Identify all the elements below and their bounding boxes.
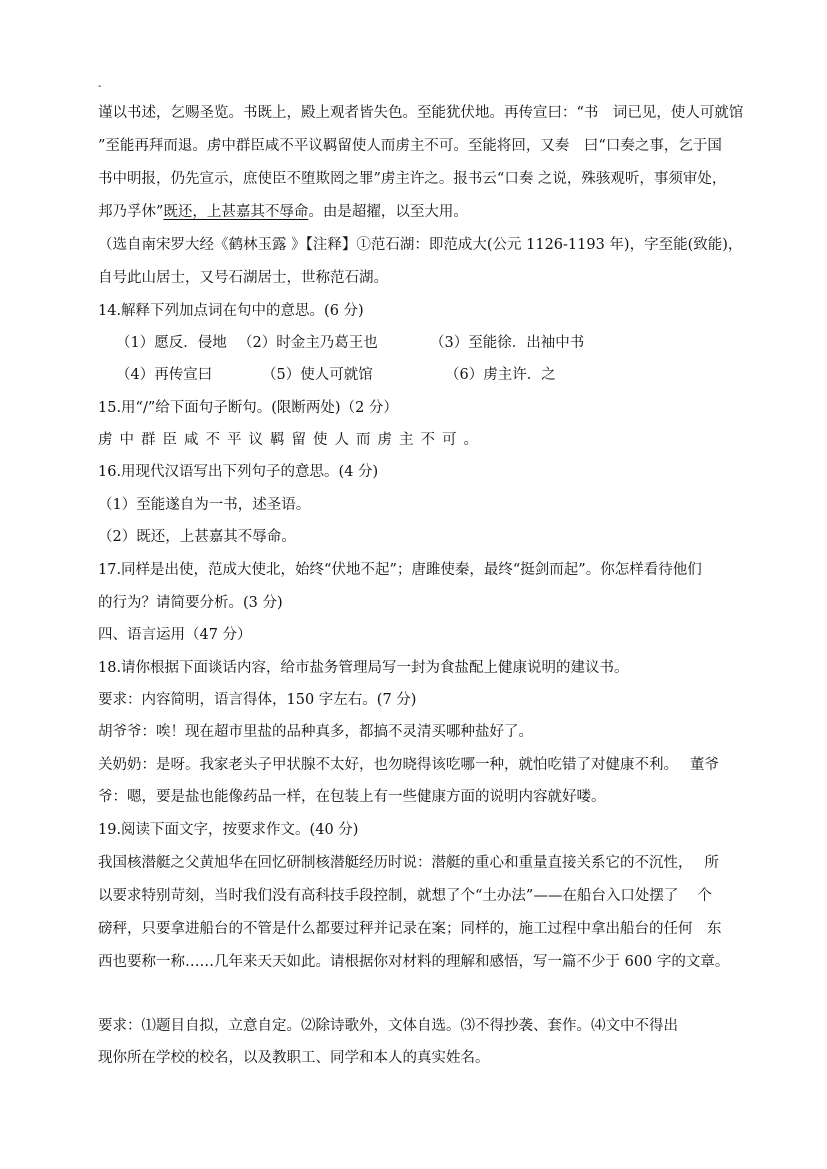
underlined-sentence: 既还，上甚嘉其不辱命 xyxy=(163,204,309,220)
q18-dialogue-dong: 爷：嗯，要是盐也能像药品一样，在包装上有一些健康方面的说明内容就好喽。 xyxy=(98,789,606,805)
q19-requirement-line-1: 要求：⑴题目自拟，立意自定。⑵除诗歌外，文体自选。⑶不得抄袭、套作。⑷文中不得出 xyxy=(98,1018,678,1034)
q14-option-4: （4）再传宣曰 xyxy=(116,367,213,383)
q16-item-2: （2）既还，上甚嘉其不辱命。 xyxy=(98,529,296,545)
q15-sentence: 虏中群臣咸不平议羁留使人而虏主不可。 xyxy=(98,432,485,448)
q19-requirement-line-2: 现你所在学校的校名，以及教职工、同学和本人的真实姓名。 xyxy=(98,1050,490,1066)
q14-option-2: （2）时金主乃葛王也 xyxy=(238,335,378,351)
q15-title: 15.用“/”给下面句子断句。(限断两处)（2 分） xyxy=(98,400,398,416)
q16-item-1: （1）至能遂自为一书，述圣语。 xyxy=(98,497,311,513)
q19-material-line-3: 磅秤，只要拿进船台的不管是什么都要过秤并记录在案；同样的，施工过程中拿出船台的任何 东 xyxy=(98,921,722,937)
q14-title: 14.解释下列加点词在句中的意思。(6 分) xyxy=(98,303,364,319)
q19-title: 19.阅读下面文字，按要求作文。(40 分) xyxy=(98,822,359,838)
passage-line-1: 谨以书述，乞赐圣览。书既上，殿上观者皆失色。至能犹伏地。再传宣曰：“书 词已见，使人可就馆 xyxy=(98,105,744,121)
q18-dialogue-hu: 胡爷爷：唉！现在超市里盐的品种真多，都搞不灵清买哪种盐好了。 xyxy=(98,724,533,740)
q19-material-line-4: 西也要称一称……几年来天天如此。请根据你对材料的理解和感悟，写一篇不少于 600 字的文章。 xyxy=(98,954,730,970)
q17-line-1: 17.同样是出使，范成大使北，始终“伏地不起”；唐雎使秦，最终“挺剑而起”。你怎样看待他们 xyxy=(98,562,702,578)
q14-option-3: （3）至能徐．出袖中书 xyxy=(430,335,585,351)
q14-option-5: （5）使人可就馆 xyxy=(262,367,373,383)
passage-line-4-start: 邦乃孚休” xyxy=(98,204,164,220)
q17-line-2: 的行为？请简要分析。(3 分) xyxy=(98,595,283,611)
q14-option-6: （6）虏主许．之 xyxy=(445,367,556,383)
source-note-line-2: 自号此山居士，又号石湖居士，世称范石湖。 xyxy=(98,270,388,286)
q19-material-line-2: 以要求特别苛刻，当时我们没有高科技手段控制，就想了个“土办法”——在船台入口处摆了 个 xyxy=(98,888,712,904)
top-mark: - xyxy=(98,81,102,92)
passage-line-2: ”至能再拜而退。虏中群臣咸不平议羁留使人而虏主不可。至能将回，又奏 曰“口奏之事，乞于国 xyxy=(98,138,722,154)
q14-option-1: （1）愿反．侵地 xyxy=(116,335,227,351)
passage-line-4-end: 。由是超擢，以至大用。 xyxy=(308,204,468,220)
q18-dialogue-guan: 关奶奶：是呀。我家老头子甲状腺不太好，也勿晓得该吃哪一种，就怕吃错了对健康不利。 董爷 xyxy=(98,757,719,773)
section-4-heading: 四、语言运用（47 分） xyxy=(98,627,252,643)
q19-material-line-1: 我国核潜艇之父黄旭华在回忆研制核潜艇经历时说：潜艇的重心和重量直接关系它的不沉性， 所 xyxy=(98,855,719,871)
q18-requirement: 要求：内容简明，语言得体，150 字左右。(7 分) xyxy=(98,692,417,708)
q18-title: 18.请你根据下面谈话内容，给市盐务管理局写一封为食盐配上健康说明的建议书。 xyxy=(98,660,629,676)
passage-line-3: 书中明报，仍先宣示，庶使臣不堕欺罔之罪”虏主许之。报书云“口奏 之说，殊骇观听，事须审处， xyxy=(98,171,727,187)
passage-line-4 xyxy=(98,202,798,222)
q16-title: 16.用现代汉语写出下列句子的意思。(4 分) xyxy=(98,464,379,480)
source-note-line-1: （选自南宋罗大经《鹤林玉露 》【注释】①范石湖：即范成大(公元 1126-1193 年)，字至能(致能)， xyxy=(98,237,743,253)
